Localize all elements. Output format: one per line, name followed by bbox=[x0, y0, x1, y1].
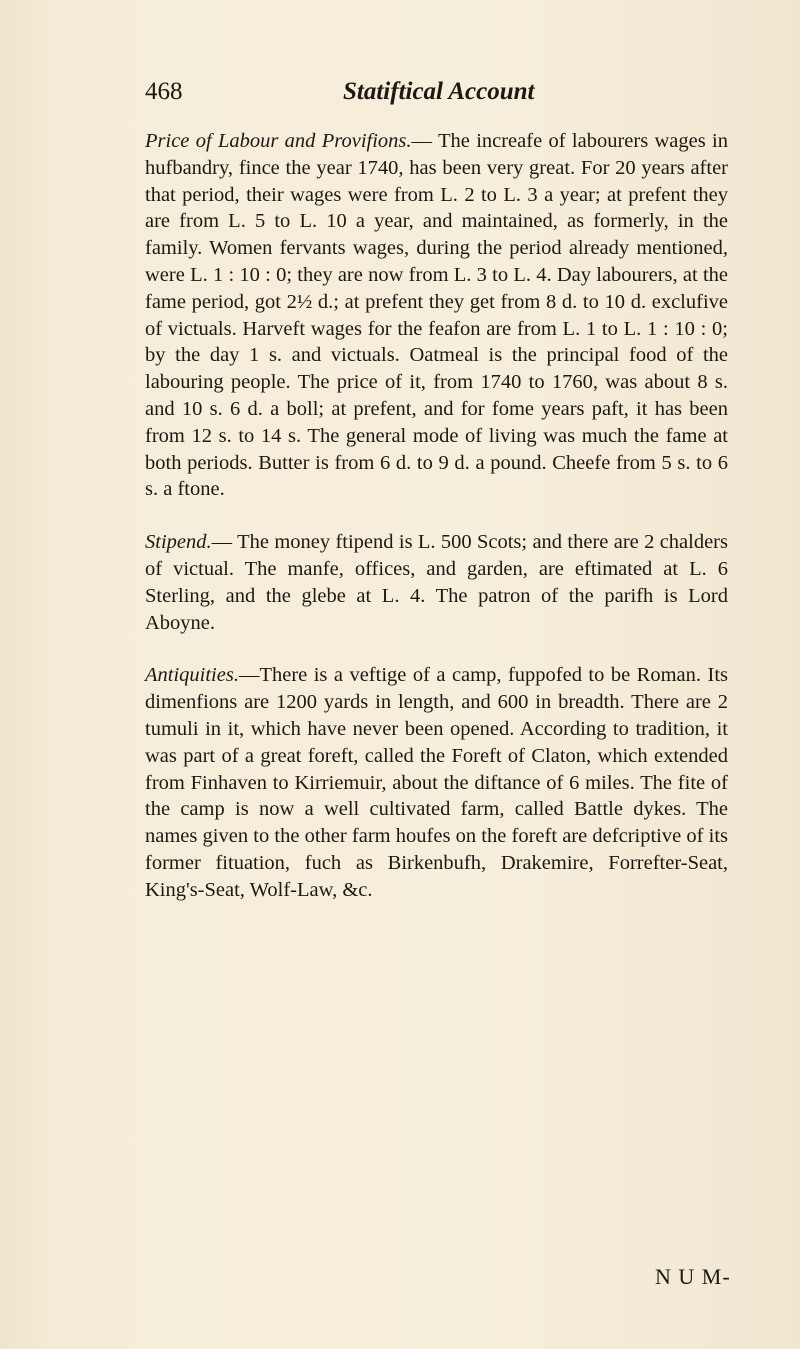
paragraph-stipend bbox=[145, 529, 728, 636]
paragraph-heading: Antiquities. bbox=[145, 664, 239, 687]
running-title: Statiftical Account bbox=[343, 78, 535, 105]
paragraph-text: — The increafe of labourers wages in hufbandry, fince the year 1740, has been very great. For 20 years after that period, their wages were from L. 2 to L. 3 a year; at prefent they are from L. 5 to L. 10 a year, and maintained, as formerly, in the family. Women fervants wages, during the period already mentioned, were L. 1 : 10 : 0; they are now from L. 3 to L. 4. Day labourers, at the fame period, got 2½ d.; at prefent they get from 8 d. to 10 d. exclufive of victuals. Harveft wages for the feafon are from L. 1 to L. 1 : 10 : 0; by the day 1 s. and victuals. Oatmeal is the principal food of the labouring people. The price of it, from 1740 to 1760, was about 8 s. and 10 s. 6 d. a boll; at prefent, and for fome years paft, it has been from 12 s. to 14 s. The general mode of living was much the fame at both periods. Butter is from 6 d. to 9 d. a pound. Cheefe from 5 s. to 6 s. a ftone. bbox=[145, 130, 728, 501]
paragraph-price-of-labour bbox=[145, 128, 728, 503]
catchword: N U M- bbox=[655, 1264, 731, 1289]
paragraph-heading: Stipend. bbox=[145, 531, 212, 554]
paragraph-antiquities bbox=[145, 662, 728, 903]
paragraph-text: —There is a veftige of a camp, fuppofed to be Roman. Its dimenfions are 1200 yards in length, and 600 in breadth. There are 2 tumuli in it, which have never been opened. According to tradition, it was part of a great foreft, called the Foreft of Claton, which extended from Finhaven to Kirriemuir, about the diftance of 6 miles. The fite of the camp is now a well cultivated farm, called Battle dykes. The names given to the other farm houfes on the foreft are defcriptive of its former fituation, fuch as Birkenbufh, Drakemire, Forrefter-Seat, King's-Seat, Wolf-Law, &c. bbox=[145, 664, 728, 901]
page-number: 468 bbox=[145, 78, 183, 105]
page-header bbox=[145, 78, 725, 118]
paragraph-text: — The money ftipend is L. 500 Scots; and there are 2 chalders of victual. The manfe, offices, and garden, are eftimated at L. 6 Sterling, and the glebe at L. 4. The patron of the parifh is Lord Aboyne. bbox=[145, 531, 728, 634]
body-text bbox=[145, 128, 728, 904]
paragraph-heading: Price of Labour and Provifions. bbox=[145, 130, 412, 152]
